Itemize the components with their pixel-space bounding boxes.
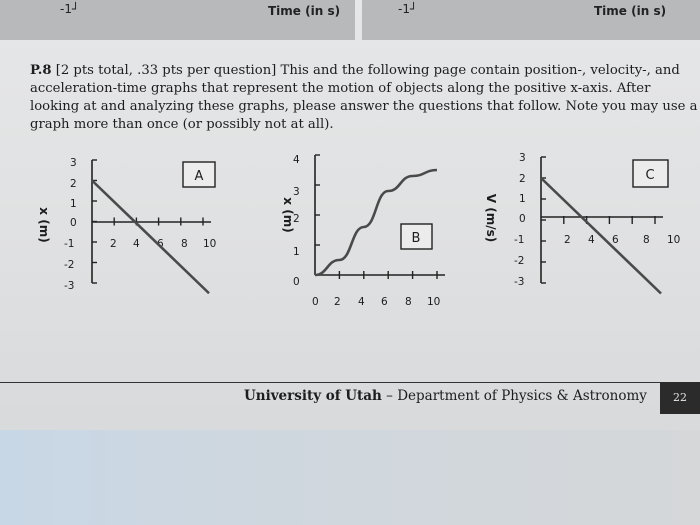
graph-c-label: C [645, 168, 655, 183]
problem-number: P.8 [30, 63, 52, 78]
graph-c [484, 152, 680, 294]
graph-a-xtick-10: 10 [203, 238, 217, 250]
graph-c-ytick-neg1: -1 [514, 234, 525, 246]
graph-b [281, 154, 445, 308]
graph-b-ytick-3: 3 [293, 186, 300, 198]
graph-c-xtick-10: 10 [667, 234, 681, 246]
graph-a-ytick-neg3: -3 [64, 280, 75, 292]
graph-c-ytick-3: 3 [519, 152, 526, 164]
graph-a-ytick-neg2: -2 [64, 259, 75, 271]
graph-b-xtick-2: 2 [334, 296, 341, 308]
graph-a-line [92, 181, 209, 294]
graph-b-xtick-10: 10 [427, 296, 441, 308]
problem-text: [2 pts total, .33 pts per question] This and the following page contain position-, velocity-, and acceleration-time graphs that represent the motion of objects along the positive x-axis. After looking at and analyzing these graphs, please answer the questions that follow. Note you may use a graph more than once (or possibly not at all). [30, 63, 698, 132]
graph-b-ytick-1: 1 [293, 246, 300, 258]
graph-c-ytick-0: 0 [519, 213, 526, 225]
graph-c-ytick-1: 1 [519, 193, 526, 205]
graph-c-ytick-neg3: -3 [514, 276, 525, 288]
time-axis-label-left: Time (in s) [268, 4, 341, 18]
graph-c-xtick-6: 6 [612, 234, 619, 246]
graph-b-curve [315, 170, 437, 275]
footer-dash: – [381, 388, 398, 404]
graph-a-ytick-1: 1 [70, 198, 77, 210]
graph-a-xtick-6: 6 [157, 238, 164, 250]
graph-a-label: A [194, 169, 204, 184]
graph-c-xtick-2: 2 [564, 234, 571, 246]
top-axis-tail-right: ┘ [410, 2, 418, 16]
graph-a-ytick-2: 2 [70, 178, 77, 190]
graph-a-ytick-0: 0 [70, 217, 77, 229]
top-tick-minus-one-right: -1 [398, 2, 410, 16]
graph-b-label: B [411, 231, 421, 246]
graph-b-xtick-4: 4 [358, 296, 365, 308]
page-number: 22 [660, 382, 700, 414]
graph-b-ytick-0: 0 [293, 276, 300, 288]
graph-b-xtick-6: 6 [381, 296, 388, 308]
footer-university: University of Utah [244, 388, 382, 404]
graph-c-ytick-2: 2 [519, 173, 526, 185]
graph-c-xtick-8: 8 [643, 234, 650, 246]
graph-a-xtick-8: 8 [181, 238, 188, 250]
graph-b-ytick-4: 4 [293, 154, 300, 166]
top-tick-minus-one-left: -1 [60, 2, 72, 16]
graph-a-ytick-3: 3 [70, 157, 77, 169]
graph-a-xtick-4: 4 [133, 238, 140, 250]
footer-department: Department of Physics & Astronomy [397, 388, 647, 404]
time-axis-label-right: Time (in s) [594, 4, 667, 18]
graph-b-xtick-8: 8 [405, 296, 412, 308]
graph-c-ylabel: V (m/s) [484, 193, 498, 243]
graph-a-ylabel: x (m) [37, 207, 51, 243]
graph-b-ylabel: x (m) [281, 197, 295, 233]
graph-b-ytick-2: 2 [293, 213, 300, 225]
footer-text [244, 388, 647, 404]
graph-b-xtick-0: 0 [312, 296, 319, 308]
graph-c-xtick-4: 4 [588, 234, 595, 246]
graph-a-xtick-2: 2 [110, 238, 117, 250]
graph-a [37, 157, 216, 293]
photo-shadow-area [0, 430, 700, 525]
graph-c-ytick-neg2: -2 [514, 255, 525, 267]
top-axis-tail-left: ┘ [72, 2, 80, 16]
graph-a-ytick-neg1: -1 [64, 238, 75, 250]
